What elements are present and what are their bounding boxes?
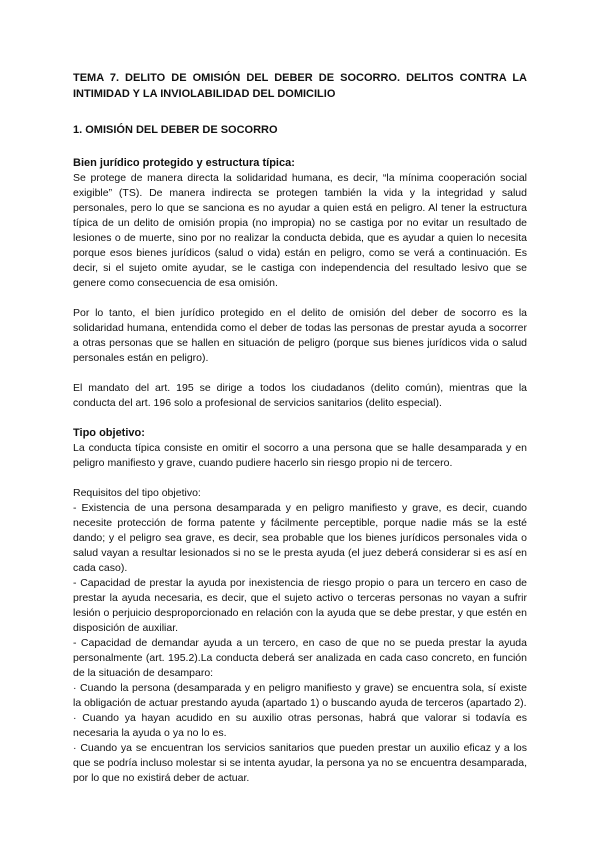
paragraph-bien-2: Por lo tanto, el bien jurídico protegido en el delito de omisión del deber de socorro es la solidaridad humana, entendida como el deber de todas las personas de prestar ayuda a socorrer a otras personas que se hallen en situación de peligro (porque sus bienes jurídicos vida o salud personales están en peligro). <box>73 307 527 364</box>
paragraph-tipo-1: La conducta típica consiste en omitir el socorro a una persona que se halle desamparada y en peligro manifiesto y grave, cuando pudiere hacerlo sin riesgo propio ni de tercero. <box>73 442 527 469</box>
tipo-objetivo-heading: Tipo objetivo: <box>73 427 145 439</box>
paragraph-bien-3: El mandato del art. 195 se dirige a todos los ciudadanos (delito común), mientras que la conducta del art. 196 solo a profesional de servicios sanitarios (delito especial). <box>73 382 527 409</box>
paragraph-bien-1: Se protege de manera directa la solidaridad humana, es decir, “la mínima cooperación social exigible” (TS). De manera indirecta se protegen también la vida y la integridad y salud personales, pero lo que se sanciona es no ayudar a quien está en peligro. Al tener la estructura típica de un delito de omisión propia (no impropia) no se castiga por no evitar un resultado de lesiones o de muerte, sino por no realizar la conducta debida, que es ayudar a quien lo necesita porque esos bienes jurídicos (salud o vida) están en peligro, como se verá a continuación. Es decir, si el sujeto omite ayudar, se le castiga con independencia del resultado lesivo que se genere como consecuencia de esa omisión. <box>73 172 527 289</box>
requisitos-title: Requisitos del tipo objetivo: <box>73 487 201 499</box>
document-title: TEMA 7. DELITO DE OMISIÓN DEL DEBER DE SOCORRO. DELITOS CONTRA LA INTIMIDAD Y LA INVIOLABILIDAD DEL DOMICILIO <box>73 72 527 100</box>
bien-juridico-heading: Bien jurídico protegido y estructura típica: <box>73 157 295 169</box>
requisito-item: - Capacidad de prestar la ayuda por inexistencia de riesgo propio o para un tercero en caso de prestar la ayuda necesaria, es decir, que el sujeto activo o terceras personas no vayan a sufrir lesión o perjuicio desproporcionado en relación con la ayuda que se debe prestar, y que estén en disposición de auxiliar. <box>73 577 527 634</box>
requisito-item: - Capacidad de demandar ayuda a un tercero, en caso de que no se pueda prestar la ayuda personalmente (art. 195.2).La conducta deberá ser analizada en cada caso concreto, en función de la situación de desamparo: <box>73 637 527 679</box>
requisito-item: · Cuando ya se encuentran los servicios sanitarios que pueden prestar un auxilio eficaz y a los que se podría incluso molestar si se intenta ayudar, la persona ya no se encuentra desamparada, por lo que no existirá deber de actuar. <box>73 742 527 784</box>
requisito-item: · Cuando ya hayan acudido en su auxilio otras personas, habrá que valorar si todavía es necesaria la ayuda o ya no lo es. <box>73 712 527 739</box>
requisito-item: - Existencia de una persona desamparada y en peligro manifiesto y grave, es decir, cuando necesite protección de forma patente y fácilmente perceptible, porque nadie más se la esté dando; y el peligro sea grave, es decir, sea probable que los bienes jurídicos personales vida o salud vayan a resultar lesionados si no se le presta ayuda (el juez deberá considerar si es así en cada caso). <box>73 502 527 574</box>
section-heading: 1. OMISIÓN DEL DEBER DE SOCORRO <box>73 124 278 136</box>
requisito-item: · Cuando la persona (desamparada y en peligro manifiesto y grave) se encuentra sola, sí existe la obligación de actuar prestando ayuda (apartado 1) o buscando ayuda de terceros (apartado 2). <box>73 682 527 709</box>
